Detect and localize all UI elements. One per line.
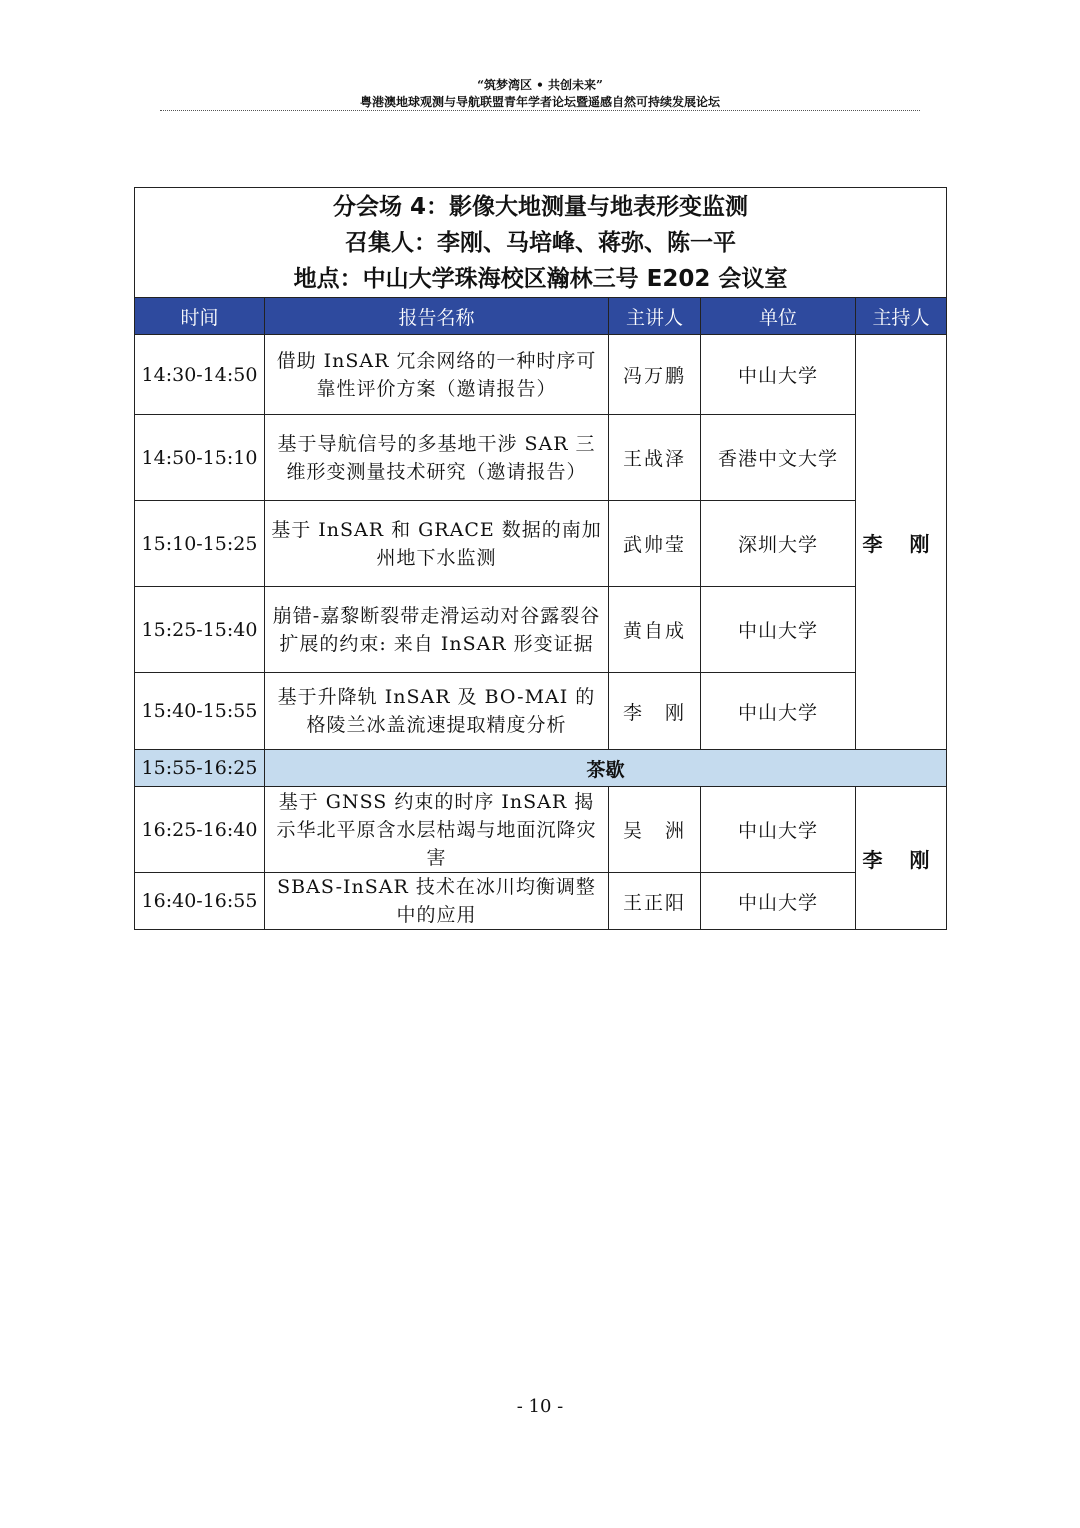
header-slogan: “筑梦湾区 • 共创未来” — [477, 78, 603, 92]
page-number: - 10 - — [516, 1396, 564, 1417]
table-row — [135, 787, 947, 873]
break-row — [135, 750, 947, 787]
row-org: 中山大学 — [701, 673, 856, 750]
row-speaker: 冯万鹏 — [609, 335, 701, 415]
table-row — [135, 587, 947, 673]
row-speaker: 武帅莹 — [609, 501, 701, 587]
break-time: 15:55-16:25 — [135, 750, 265, 787]
col-header-host: 主持人 — [856, 298, 947, 335]
row-org: 中山大学 — [701, 587, 856, 673]
session-title: 分会场 4：影像大地测量与地表形变监测 — [333, 193, 749, 220]
header-divider — [160, 110, 920, 111]
session-title-row — [135, 188, 947, 298]
table-row — [135, 335, 947, 415]
row-time: 15:40-15:55 — [135, 673, 265, 750]
table-row — [135, 415, 947, 501]
row-speaker: 王战泽 — [609, 415, 701, 501]
row-org: 中山大学 — [701, 873, 856, 930]
table-row — [135, 501, 947, 587]
session-location: 地点：中山大学珠海校区瀚林三号 E202 会议室 — [293, 265, 788, 292]
col-header-speaker: 主讲人 — [609, 298, 701, 335]
row-speaker: 吴 洲 — [609, 787, 701, 873]
table-row — [135, 873, 947, 930]
table-row — [135, 673, 947, 750]
row-title: 基于 InSAR 和 GRACE 数据的南加州地下水监测 — [265, 501, 609, 587]
host-cell: 李 刚 — [856, 787, 947, 930]
col-header-time: 时间 — [135, 298, 265, 335]
row-time: 16:40-16:55 — [135, 873, 265, 930]
host-cell: 李 刚 — [856, 335, 947, 750]
row-title: 崩错-嘉黎断裂带走滑运动对谷露裂谷扩展的约束: 来自 InSAR 形变证据 — [265, 587, 609, 673]
row-time: 14:50-15:10 — [135, 415, 265, 501]
schedule-table — [134, 187, 947, 930]
row-speaker: 李 刚 — [609, 673, 701, 750]
row-org: 深圳大学 — [701, 501, 856, 587]
row-title: SBAS-InSAR 技术在冰川均衡调整中的应用 — [265, 873, 609, 930]
row-time: 15:10-15:25 — [135, 501, 265, 587]
row-title: 基于升降轨 InSAR 及 BO-MAI 的格陵兰冰盖流速提取精度分析 — [265, 673, 609, 750]
row-speaker: 黄自成 — [609, 587, 701, 673]
session-conveners: 召集人：李刚、马培峰、蒋弥、陈一平 — [345, 229, 737, 256]
row-time: 14:30-14:50 — [135, 335, 265, 415]
row-title: 借助 InSAR 冗余网络的一种时序可靠性评价方案（邀请报告） — [265, 335, 609, 415]
row-org: 中山大学 — [701, 335, 856, 415]
row-title: 基于导航信号的多基地干涉 SAR 三维形变测量技术研究（邀请报告） — [265, 415, 609, 501]
col-header-org: 单位 — [701, 298, 856, 335]
header-forum-name: 粤港澳地球观测与导航联盟青年学者论坛暨遥感自然可持续发展论坛 — [359, 95, 720, 109]
row-speaker: 王正阳 — [609, 873, 701, 930]
row-time: 15:25-15:40 — [135, 587, 265, 673]
break-label: 茶歇 — [265, 750, 947, 787]
row-title: 基于 GNSS 约束的时序 InSAR 揭示华北平原含水层枯竭与地面沉降灾害 — [265, 787, 609, 873]
col-header-title: 报告名称 — [265, 298, 609, 335]
session-title-cell — [135, 188, 947, 298]
row-org: 香港中文大学 — [701, 415, 856, 501]
row-org: 中山大学 — [701, 787, 856, 873]
row-time: 16:25-16:40 — [135, 787, 265, 873]
column-header-row — [135, 298, 947, 335]
